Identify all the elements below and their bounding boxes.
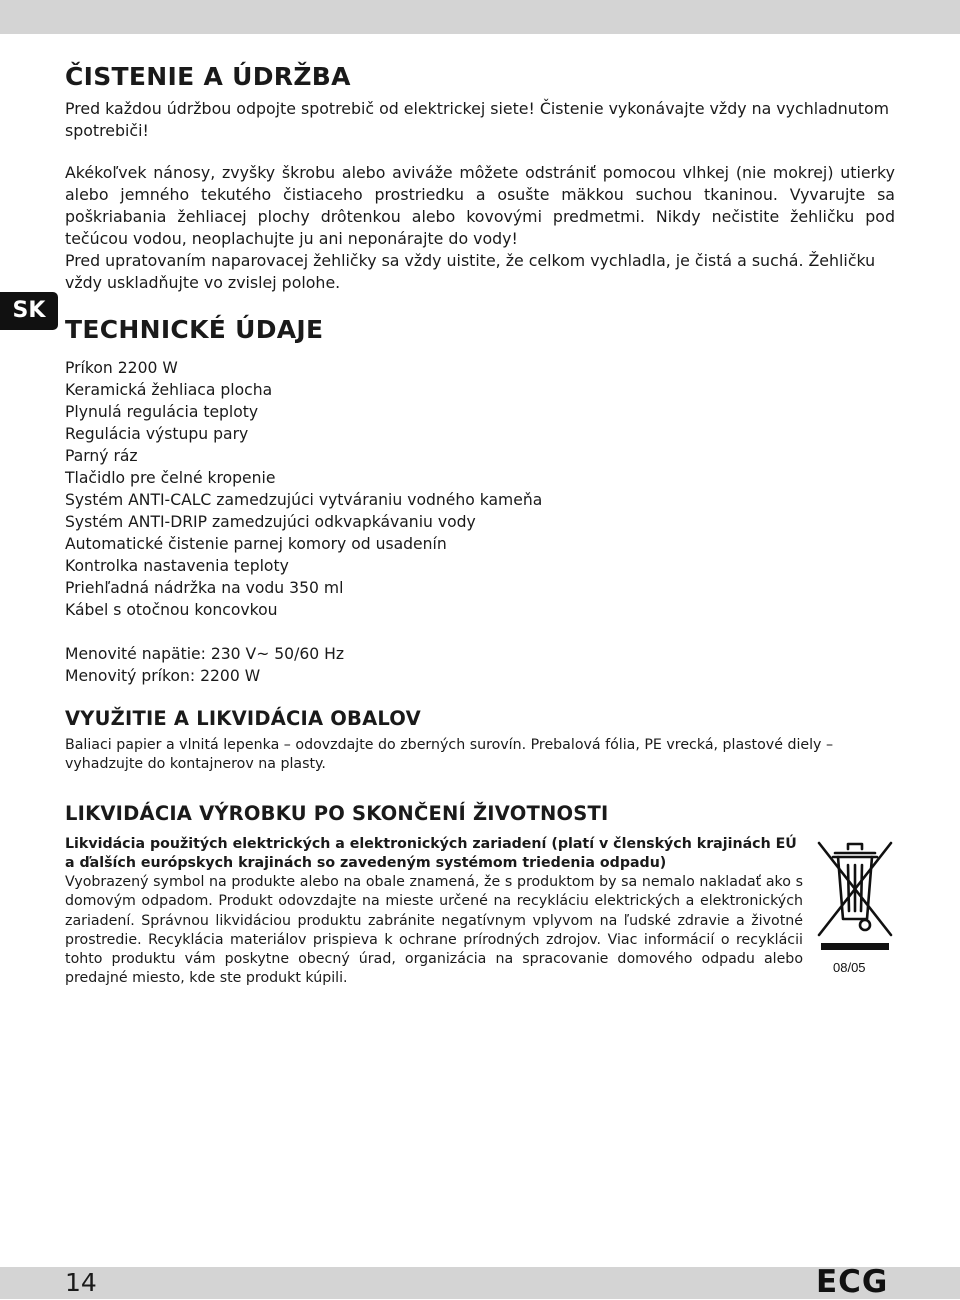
rated-voltage: Menovité napätie: 230 V~ 50/60 Hz [65,645,345,663]
header-bar [0,0,960,34]
packaging-text: Baliaci papier a vlnitá lepenka – odovzdajte do zberných surovín. Prebalová fólia, PE vrecká, plastové diely – vyhadzujte do kontajnerov na plasty. [65,737,834,772]
cleaning-paragraph-1: Pred každou údržbou odpojte spotrebič od elektrickej siete! Čistenie vykonávajte vždy na vychladnutom spotrebiči! [65,99,890,140]
spec-item: Systém ANTI-DRIP zamedzujúci odkvapkávaniu vody [65,513,476,531]
weee-symbol [815,835,895,975]
spec-item: Kontrolka nastavenia teploty [65,557,289,575]
weee-date-code: 08/05 [833,960,866,975]
spec-item: Tlačidlo pre čelné kropenie [65,469,276,487]
disposal-bold-intro: Likvidácia použitých elektrických a elektronických zariadení (platí v členských krajinách EÚ a ďalších európskych krajinách so zavedeným systémom triedenia odpadu) [65,836,797,871]
spec-item: Systém ANTI-CALC zamedzujúci vytváraniu vodného kameňa [65,491,543,509]
spec-item: Keramická žehliaca plocha [65,381,273,399]
language-tab: SK [0,292,58,330]
cleaning-title: ČISTENIE A ÚDRŽBA [65,62,351,91]
rating-block [65,643,895,687]
disposal-body: Vyobrazený symbol na produkte alebo na obale znamená, že s produktom by sa nemalo nakladať ako s domovým odpadom. Produkt odovzdajte na mieste určené na recykláciu elektrických a elektronických zariadení. Správnou likvidáciou produktu zabránite negatívnym vplyvom na ľudské zdravie a životné prostredie. Recyklácia materiálov prispieva k ochrane prírodných zdrojov. Viac informácií o recyklácii tohto produktu vám poskytne obecný úrad, organizácia na spracovanie domového odpadu alebo predajné miesto, kde ste produkt kúpili. [65,874,803,987]
page-number: 14 [65,1268,97,1297]
spec-item: Príkon 2200 W [65,359,178,377]
packaging-title: VYUŽITIE A LIKVIDÁCIA OBALOV [65,707,421,730]
disposal-section [65,835,895,989]
crossed-out-wheelie-bin-icon [815,835,895,957]
spec-item: Plynulá regulácia teploty [65,403,259,421]
cleaning-paragraph-2: Akékoľvek nánosy, zvyšky škrobu alebo aviváže môžete odstrániť pomocou vlhkej (nie mokrej) utierky alebo jemného tekutého čistiaceho prostriedku a osušte mäkkou suchou tkaninou. Vyvarujte sa poškriabania žehliacej plochy drôtenkou alebo kovovými predmetmi. Nikdy nečistite žehličku pod tečúcou vodou, neoplachujte ju ani neponárajte do vody! [65,163,895,248]
cleaning-paragraph-3: Pred upratovaním naparovacej žehličky sa vždy uistite, že celkom vychladla, je čistá a suchá. Žehličku vždy uskladňujte vo zvislej polohe. [65,251,876,292]
spec-item: Priehľadná nádržka na vodu 350 ml [65,579,344,597]
technical-title: TECHNICKÉ ÚDAJE [65,315,324,344]
spec-item: Regulácia výstupu pary [65,425,249,443]
spec-item: Kábel s otočnou koncovkou [65,601,278,619]
disposal-text [65,835,803,989]
spec-list [65,357,895,621]
spec-item: Automatické čistenie parnej komory od usadenín [65,535,447,553]
spec-item: Parný ráz [65,447,138,465]
page-content [65,60,895,989]
brand-logo: ECG [816,1264,889,1300]
disposal-title: LIKVIDÁCIA VÝROBKU PO SKONČENÍ ŽIVOTNOSTI [65,802,609,825]
rated-power: Menovitý príkon: 2200 W [65,667,261,685]
